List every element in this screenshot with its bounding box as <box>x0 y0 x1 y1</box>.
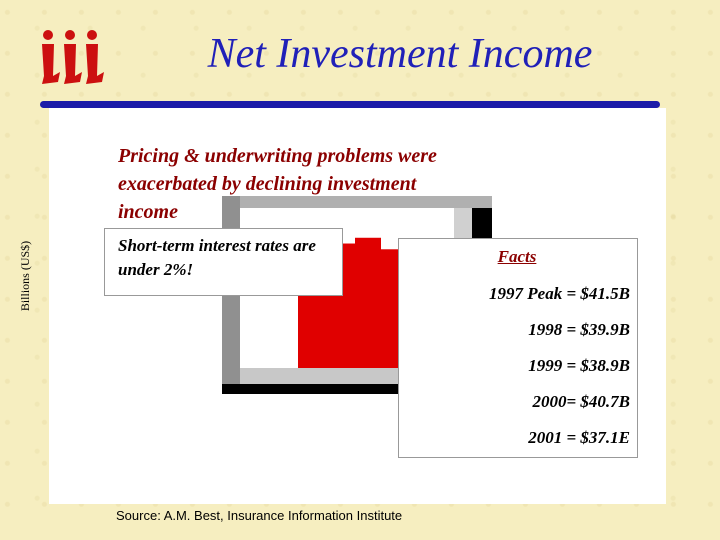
fact-item-1998: 1998 = $39.9B <box>528 320 630 339</box>
fact-item-1999: 1999 = $38.9B <box>528 356 630 375</box>
source-citation: Source: A.M. Best, Insurance Information Institute <box>116 508 403 523</box>
y-axis-label: Billions (US$) <box>18 240 32 312</box>
bar-2001 <box>374 249 400 368</box>
callout-text: Pricing & underwriting problems were exacerbated by declining investment income <box>118 145 437 223</box>
facts-box <box>398 238 638 458</box>
fact-item-2000: 2000= $40.7B <box>532 392 630 411</box>
fact-item-2001: 2001 = $37.1E <box>528 428 630 447</box>
note-text <box>118 234 333 282</box>
fact-item-1997: 1997 Peak = $41.5B <box>489 284 630 303</box>
note-line: Short-term interest rates are under 2%! <box>118 236 316 279</box>
facts-heading: Facts <box>497 247 537 266</box>
slide-title: Net Investment Income <box>207 31 593 77</box>
